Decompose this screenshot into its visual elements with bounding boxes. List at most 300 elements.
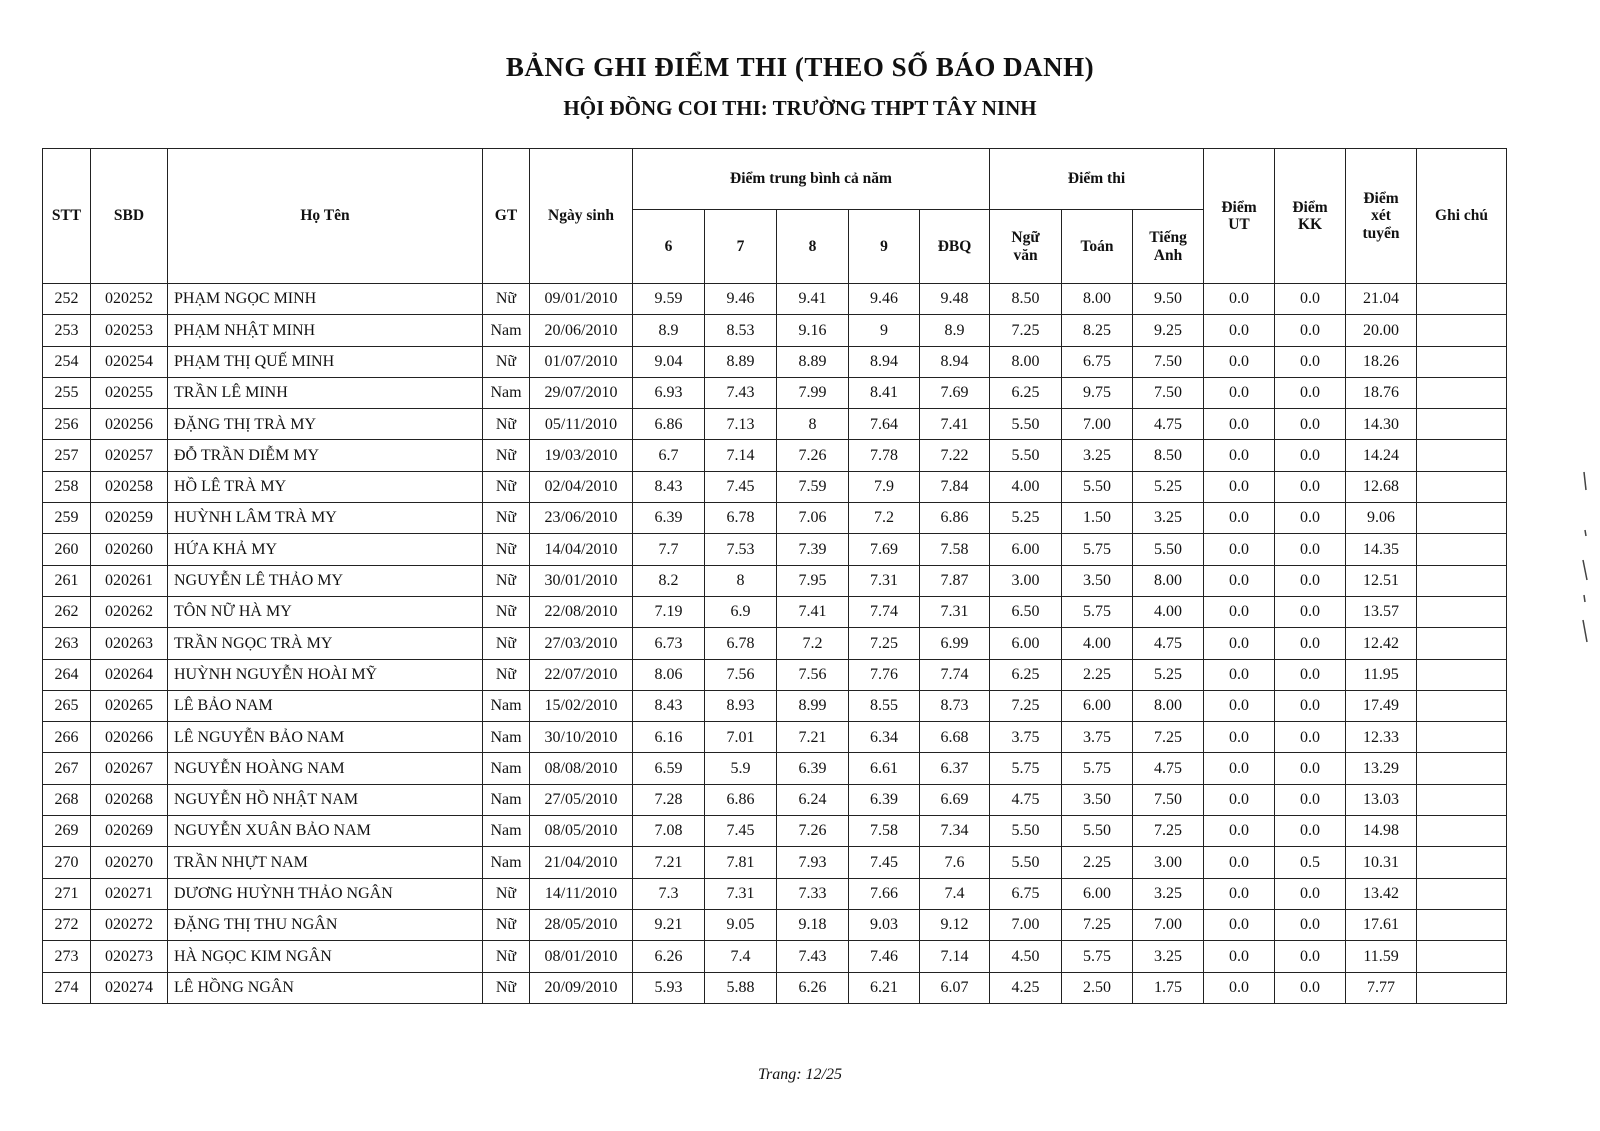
cell-avg-7: 7.31 [705, 878, 777, 909]
cell-avg-9: 7.58 [849, 816, 920, 847]
cell-avg-6: 6.86 [633, 409, 705, 440]
cell-avg-6: 6.39 [633, 503, 705, 534]
cell-avg-9: 7.69 [849, 534, 920, 565]
cell-exam-literature: 7.25 [990, 315, 1062, 346]
cell-stt: 253 [43, 315, 91, 346]
cell-avg-6: 9.04 [633, 346, 705, 377]
cell-exam-math: 3.75 [1062, 722, 1133, 753]
cell-bonus: 0.0 [1275, 377, 1346, 408]
cell-avg-7: 9.46 [705, 284, 777, 315]
cell-avg-9: 7.2 [849, 503, 920, 534]
cell-name: LÊ BẢO NAM [168, 690, 483, 721]
cell-avg-9: 7.45 [849, 847, 920, 878]
cell-dob: 20/06/2010 [530, 315, 633, 346]
cell-note [1417, 565, 1507, 596]
cell-avg-8: 9.18 [777, 909, 849, 940]
header-avg-7: 7 [705, 210, 777, 284]
cell-name: LÊ HỒNG NGÂN [168, 972, 483, 1003]
cell-priority: 0.0 [1204, 909, 1275, 940]
cell-dob: 20/09/2010 [530, 972, 633, 1003]
cell-exam-math: 6.00 [1062, 878, 1133, 909]
cell-exam-english: 7.25 [1133, 722, 1204, 753]
cell-priority: 0.0 [1204, 941, 1275, 972]
cell-priority: 0.0 [1204, 690, 1275, 721]
cell-avg-8: 8.99 [777, 690, 849, 721]
cell-exam-math: 3.50 [1062, 565, 1133, 596]
cell-exam-literature: 4.00 [990, 471, 1062, 502]
cell-sbd: 020253 [91, 315, 168, 346]
table-row [43, 878, 1507, 909]
cell-dob: 30/10/2010 [530, 722, 633, 753]
cell-avg-dbq: 6.68 [920, 722, 990, 753]
cell-priority: 0.0 [1204, 565, 1275, 596]
cell-exam-math: 2.50 [1062, 972, 1133, 1003]
cell-avg-9: 7.25 [849, 628, 920, 659]
header-avg-9: 9 [849, 210, 920, 284]
cell-exam-literature: 7.25 [990, 690, 1062, 721]
header-name: Họ Tên [168, 149, 483, 284]
cell-admission: 11.95 [1346, 659, 1417, 690]
table-row [43, 596, 1507, 627]
cell-sbd: 020274 [91, 972, 168, 1003]
cell-avg-dbq: 9.12 [920, 909, 990, 940]
cell-exam-english: 7.50 [1133, 377, 1204, 408]
cell-exam-literature: 6.25 [990, 659, 1062, 690]
cell-note [1417, 315, 1507, 346]
cell-avg-8: 9.16 [777, 315, 849, 346]
page-title: BẢNG GHI ĐIỂM THI (THEO SỐ BÁO DANH) [505, 52, 1095, 82]
cell-avg-9: 6.21 [849, 972, 920, 1003]
cell-bonus: 0.0 [1275, 909, 1346, 940]
cell-note [1417, 596, 1507, 627]
cell-exam-english: 9.25 [1133, 315, 1204, 346]
cell-exam-literature: 6.25 [990, 377, 1062, 408]
cell-avg-7: 8.93 [705, 690, 777, 721]
cell-avg-dbq: 6.07 [920, 972, 990, 1003]
cell-exam-literature: 8.50 [990, 284, 1062, 315]
cell-avg-dbq: 8.9 [920, 315, 990, 346]
cell-priority: 0.0 [1204, 346, 1275, 377]
cell-avg-8: 7.99 [777, 377, 849, 408]
cell-priority: 0.0 [1204, 628, 1275, 659]
cell-note [1417, 471, 1507, 502]
cell-avg-8: 7.56 [777, 659, 849, 690]
cell-exam-literature: 4.25 [990, 972, 1062, 1003]
cell-avg-7: 7.45 [705, 816, 777, 847]
cell-avg-6: 5.93 [633, 972, 705, 1003]
cell-bonus: 0.0 [1275, 503, 1346, 534]
cell-exam-english: 8.50 [1133, 440, 1204, 471]
cell-bonus: 0.0 [1275, 972, 1346, 1003]
cell-stt: 252 [43, 284, 91, 315]
cell-avg-7: 6.9 [705, 596, 777, 627]
cell-avg-8: 7.43 [777, 941, 849, 972]
cell-bonus: 0.0 [1275, 471, 1346, 502]
cell-avg-7: 5.9 [705, 753, 777, 784]
cell-note [1417, 377, 1507, 408]
cell-dob: 14/04/2010 [530, 534, 633, 565]
cell-avg-dbq: 6.86 [920, 503, 990, 534]
header-exam-math: Toán [1062, 210, 1133, 284]
cell-name: HUỲNH NGUYỄN HOÀI MỸ [168, 659, 483, 690]
cell-avg-9: 9.03 [849, 909, 920, 940]
cell-exam-english: 3.00 [1133, 847, 1204, 878]
cell-dob: 01/07/2010 [530, 346, 633, 377]
cell-gender: Nam [483, 315, 530, 346]
cell-priority: 0.0 [1204, 409, 1275, 440]
cell-note [1417, 847, 1507, 878]
cell-admission: 21.04 [1346, 284, 1417, 315]
cell-avg-dbq: 7.69 [920, 377, 990, 408]
cell-exam-literature: 4.50 [990, 941, 1062, 972]
cell-avg-6: 9.59 [633, 284, 705, 315]
cell-exam-english: 8.00 [1133, 565, 1204, 596]
cell-avg-dbq: 7.74 [920, 659, 990, 690]
cell-bonus: 0.0 [1275, 440, 1346, 471]
cell-exam-math: 3.25 [1062, 440, 1133, 471]
cell-avg-9: 8.94 [849, 346, 920, 377]
cell-stt: 262 [43, 596, 91, 627]
cell-stt: 255 [43, 377, 91, 408]
cell-dob: 29/07/2010 [530, 377, 633, 408]
cell-gender: Nữ [483, 628, 530, 659]
cell-priority: 0.0 [1204, 753, 1275, 784]
cell-exam-math: 7.25 [1062, 909, 1133, 940]
cell-admission: 14.35 [1346, 534, 1417, 565]
cell-avg-6: 7.7 [633, 534, 705, 565]
cell-avg-9: 7.76 [849, 659, 920, 690]
cell-exam-literature: 4.75 [990, 784, 1062, 815]
cell-exam-english: 4.75 [1133, 409, 1204, 440]
table-row [43, 377, 1507, 408]
cell-exam-english: 3.25 [1133, 503, 1204, 534]
cell-avg-dbq: 7.14 [920, 941, 990, 972]
cell-exam-math: 5.75 [1062, 596, 1133, 627]
cell-sbd: 020255 [91, 377, 168, 408]
cell-sbd: 020256 [91, 409, 168, 440]
cell-exam-literature: 8.00 [990, 346, 1062, 377]
cell-avg-dbq: 6.99 [920, 628, 990, 659]
cell-avg-6: 6.59 [633, 753, 705, 784]
cell-stt: 261 [43, 565, 91, 596]
cell-sbd: 020271 [91, 878, 168, 909]
cell-admission: 13.57 [1346, 596, 1417, 627]
cell-avg-9: 8.41 [849, 377, 920, 408]
table-row [43, 471, 1507, 502]
cell-avg-8: 7.59 [777, 471, 849, 502]
cell-stt: 256 [43, 409, 91, 440]
cell-note [1417, 972, 1507, 1003]
cell-avg-6: 8.9 [633, 315, 705, 346]
cell-bonus: 0.5 [1275, 847, 1346, 878]
cell-bonus: 0.0 [1275, 534, 1346, 565]
cell-sbd: 020262 [91, 596, 168, 627]
cell-avg-7: 6.78 [705, 503, 777, 534]
cell-avg-6: 6.26 [633, 941, 705, 972]
cell-name: NGUYỄN HỒ NHẬT NAM [168, 784, 483, 815]
table-row [43, 690, 1507, 721]
cell-stt: 254 [43, 346, 91, 377]
cell-avg-9: 8.55 [849, 690, 920, 721]
cell-note [1417, 690, 1507, 721]
cell-bonus: 0.0 [1275, 346, 1346, 377]
cell-avg-dbq: 6.37 [920, 753, 990, 784]
cell-exam-math: 9.75 [1062, 377, 1133, 408]
cell-dob: 09/01/2010 [530, 284, 633, 315]
cell-exam-math: 5.75 [1062, 534, 1133, 565]
cell-dob: 22/08/2010 [530, 596, 633, 627]
cell-exam-english: 9.50 [1133, 284, 1204, 315]
cell-admission: 12.33 [1346, 722, 1417, 753]
cell-name: PHẠM NHẬT MINH [168, 315, 483, 346]
cell-stt: 263 [43, 628, 91, 659]
cell-note [1417, 346, 1507, 377]
cell-avg-8: 7.2 [777, 628, 849, 659]
cell-avg-9: 6.61 [849, 753, 920, 784]
cell-avg-7: 7.56 [705, 659, 777, 690]
table-row [43, 972, 1507, 1003]
cell-avg-dbq: 7.87 [920, 565, 990, 596]
cell-avg-8: 8 [777, 409, 849, 440]
cell-avg-dbq: 7.4 [920, 878, 990, 909]
cell-avg-9: 7.74 [849, 596, 920, 627]
cell-name: ĐỖ TRẦN DIỄM MY [168, 440, 483, 471]
cell-sbd: 020266 [91, 722, 168, 753]
cell-gender: Nữ [483, 346, 530, 377]
header-priority: Điểm UT [1204, 149, 1275, 284]
cell-avg-dbq: 7.34 [920, 816, 990, 847]
cell-priority: 0.0 [1204, 503, 1275, 534]
cell-priority: 0.0 [1204, 596, 1275, 627]
cell-exam-math: 2.25 [1062, 659, 1133, 690]
cell-sbd: 020272 [91, 909, 168, 940]
cell-admission: 13.29 [1346, 753, 1417, 784]
cell-gender: Nữ [483, 440, 530, 471]
cell-stt: 260 [43, 534, 91, 565]
cell-gender: Nữ [483, 972, 530, 1003]
cell-admission: 20.00 [1346, 315, 1417, 346]
cell-name: NGUYỄN HOÀNG NAM [168, 753, 483, 784]
table-row [43, 503, 1507, 534]
cell-name: ĐẶNG THỊ TRÀ MY [168, 409, 483, 440]
cell-exam-english: 7.00 [1133, 909, 1204, 940]
cell-admission: 12.51 [1346, 565, 1417, 596]
table-row [43, 722, 1507, 753]
cell-dob: 02/04/2010 [530, 471, 633, 502]
cell-avg-6: 9.21 [633, 909, 705, 940]
cell-avg-7: 7.45 [705, 471, 777, 502]
cell-priority: 0.0 [1204, 284, 1275, 315]
cell-avg-9: 9 [849, 315, 920, 346]
cell-gender: Nam [483, 847, 530, 878]
cell-avg-8: 7.06 [777, 503, 849, 534]
cell-avg-8: 8.89 [777, 346, 849, 377]
cell-avg-6: 8.06 [633, 659, 705, 690]
cell-exam-math: 5.75 [1062, 941, 1133, 972]
cell-avg-8: 7.93 [777, 847, 849, 878]
cell-dob: 28/05/2010 [530, 909, 633, 940]
cell-priority: 0.0 [1204, 816, 1275, 847]
cell-name: TRẦN LÊ MINH [168, 377, 483, 408]
page-subtitle: HỘI ĐỒNG COI THI: TRƯỜNG THPT TÂY NINH [563, 96, 1037, 120]
cell-sbd: 020265 [91, 690, 168, 721]
cell-exam-english: 4.75 [1133, 753, 1204, 784]
cell-dob: 08/01/2010 [530, 941, 633, 972]
cell-exam-math: 8.25 [1062, 315, 1133, 346]
cell-exam-literature: 5.50 [990, 409, 1062, 440]
cell-avg-6: 6.73 [633, 628, 705, 659]
cell-exam-literature: 7.00 [990, 909, 1062, 940]
cell-avg-7: 9.05 [705, 909, 777, 940]
cell-avg-7: 8 [705, 565, 777, 596]
cell-avg-8: 7.33 [777, 878, 849, 909]
cell-avg-7: 5.88 [705, 972, 777, 1003]
cell-admission: 9.06 [1346, 503, 1417, 534]
cell-avg-6: 7.3 [633, 878, 705, 909]
cell-avg-6: 8.2 [633, 565, 705, 596]
cell-avg-6: 6.93 [633, 377, 705, 408]
cell-gender: Nữ [483, 659, 530, 690]
cell-avg-6: 6.16 [633, 722, 705, 753]
cell-stt: 258 [43, 471, 91, 502]
cell-sbd: 020258 [91, 471, 168, 502]
cell-avg-8: 7.39 [777, 534, 849, 565]
table-row [43, 659, 1507, 690]
cell-sbd: 020267 [91, 753, 168, 784]
cell-dob: 21/04/2010 [530, 847, 633, 878]
cell-gender: Nam [483, 690, 530, 721]
cell-avg-7: 7.01 [705, 722, 777, 753]
cell-bonus: 0.0 [1275, 690, 1346, 721]
cell-stt: 259 [43, 503, 91, 534]
cell-admission: 7.77 [1346, 972, 1417, 1003]
cell-exam-math: 6.00 [1062, 690, 1133, 721]
cell-bonus: 0.0 [1275, 596, 1346, 627]
cell-avg-8: 6.39 [777, 753, 849, 784]
cell-avg-8: 7.95 [777, 565, 849, 596]
cell-sbd: 020254 [91, 346, 168, 377]
cell-stt: 271 [43, 878, 91, 909]
cell-avg-9: 7.31 [849, 565, 920, 596]
table-row [43, 941, 1507, 972]
cell-exam-math: 8.00 [1062, 284, 1133, 315]
cell-avg-dbq: 9.48 [920, 284, 990, 315]
cell-gender: Nữ [483, 534, 530, 565]
cell-priority: 0.0 [1204, 659, 1275, 690]
cell-avg-6: 6.7 [633, 440, 705, 471]
cell-exam-english: 4.75 [1133, 628, 1204, 659]
cell-stt: 257 [43, 440, 91, 471]
cell-bonus: 0.0 [1275, 315, 1346, 346]
cell-priority: 0.0 [1204, 784, 1275, 815]
cell-priority: 0.0 [1204, 377, 1275, 408]
cell-admission: 12.68 [1346, 471, 1417, 502]
cell-avg-dbq: 8.94 [920, 346, 990, 377]
cell-admission: 14.30 [1346, 409, 1417, 440]
cell-exam-english: 8.00 [1133, 690, 1204, 721]
cell-avg-7: 8.53 [705, 315, 777, 346]
cell-avg-dbq: 7.41 [920, 409, 990, 440]
cell-note [1417, 722, 1507, 753]
cell-note [1417, 659, 1507, 690]
cell-dob: 15/02/2010 [530, 690, 633, 721]
cell-sbd: 020264 [91, 659, 168, 690]
cell-priority: 0.0 [1204, 534, 1275, 565]
cell-avg-7: 7.81 [705, 847, 777, 878]
cell-priority: 0.0 [1204, 471, 1275, 502]
cell-name: PHẠM THỊ QUẾ MINH [168, 346, 483, 377]
cell-exam-math: 7.00 [1062, 409, 1133, 440]
cell-name: ĐẶNG THỊ THU NGÂN [168, 909, 483, 940]
scan-edge-marks [1580, 470, 1590, 645]
table-body [43, 284, 1507, 1004]
cell-note [1417, 440, 1507, 471]
cell-gender: Nữ [483, 596, 530, 627]
cell-stt: 267 [43, 753, 91, 784]
cell-priority: 0.0 [1204, 440, 1275, 471]
cell-exam-literature: 5.25 [990, 503, 1062, 534]
table-header [43, 149, 1507, 284]
table-row [43, 816, 1507, 847]
cell-exam-literature: 5.50 [990, 847, 1062, 878]
cell-bonus: 0.0 [1275, 722, 1346, 753]
cell-exam-english: 3.25 [1133, 878, 1204, 909]
cell-bonus: 0.0 [1275, 659, 1346, 690]
cell-exam-english: 7.25 [1133, 816, 1204, 847]
cell-dob: 19/03/2010 [530, 440, 633, 471]
cell-gender: Nữ [483, 503, 530, 534]
table-row [43, 565, 1507, 596]
cell-avg-6: 7.08 [633, 816, 705, 847]
cell-avg-9: 7.66 [849, 878, 920, 909]
cell-exam-literature: 5.50 [990, 440, 1062, 471]
cell-avg-9: 9.46 [849, 284, 920, 315]
header-bonus: Điểm KK [1275, 149, 1346, 284]
cell-exam-literature: 3.00 [990, 565, 1062, 596]
cell-dob: 30/01/2010 [530, 565, 633, 596]
cell-sbd: 020259 [91, 503, 168, 534]
cell-admission: 18.76 [1346, 377, 1417, 408]
cell-avg-6: 7.19 [633, 596, 705, 627]
cell-note [1417, 941, 1507, 972]
cell-exam-literature: 3.75 [990, 722, 1062, 753]
cell-note [1417, 284, 1507, 315]
table-row [43, 784, 1507, 815]
cell-exam-math: 5.50 [1062, 471, 1133, 502]
cell-avg-9: 7.64 [849, 409, 920, 440]
cell-avg-dbq: 7.58 [920, 534, 990, 565]
cell-exam-english: 7.50 [1133, 784, 1204, 815]
cell-priority: 0.0 [1204, 847, 1275, 878]
cell-avg-7: 7.4 [705, 941, 777, 972]
header-admission: Điểm xét tuyển [1346, 149, 1417, 284]
cell-exam-english: 3.25 [1133, 941, 1204, 972]
table-row [43, 440, 1507, 471]
cell-exam-english: 7.50 [1133, 346, 1204, 377]
cell-avg-dbq: 6.69 [920, 784, 990, 815]
cell-sbd: 020269 [91, 816, 168, 847]
cell-name: HỒ LÊ TRÀ MY [168, 471, 483, 502]
cell-stt: 270 [43, 847, 91, 878]
cell-sbd: 020268 [91, 784, 168, 815]
cell-avg-dbq: 7.6 [920, 847, 990, 878]
cell-priority: 0.0 [1204, 878, 1275, 909]
cell-avg-7: 6.86 [705, 784, 777, 815]
cell-dob: 27/03/2010 [530, 628, 633, 659]
cell-stt: 266 [43, 722, 91, 753]
cell-avg-9: 6.39 [849, 784, 920, 815]
cell-gender: Nam [483, 753, 530, 784]
